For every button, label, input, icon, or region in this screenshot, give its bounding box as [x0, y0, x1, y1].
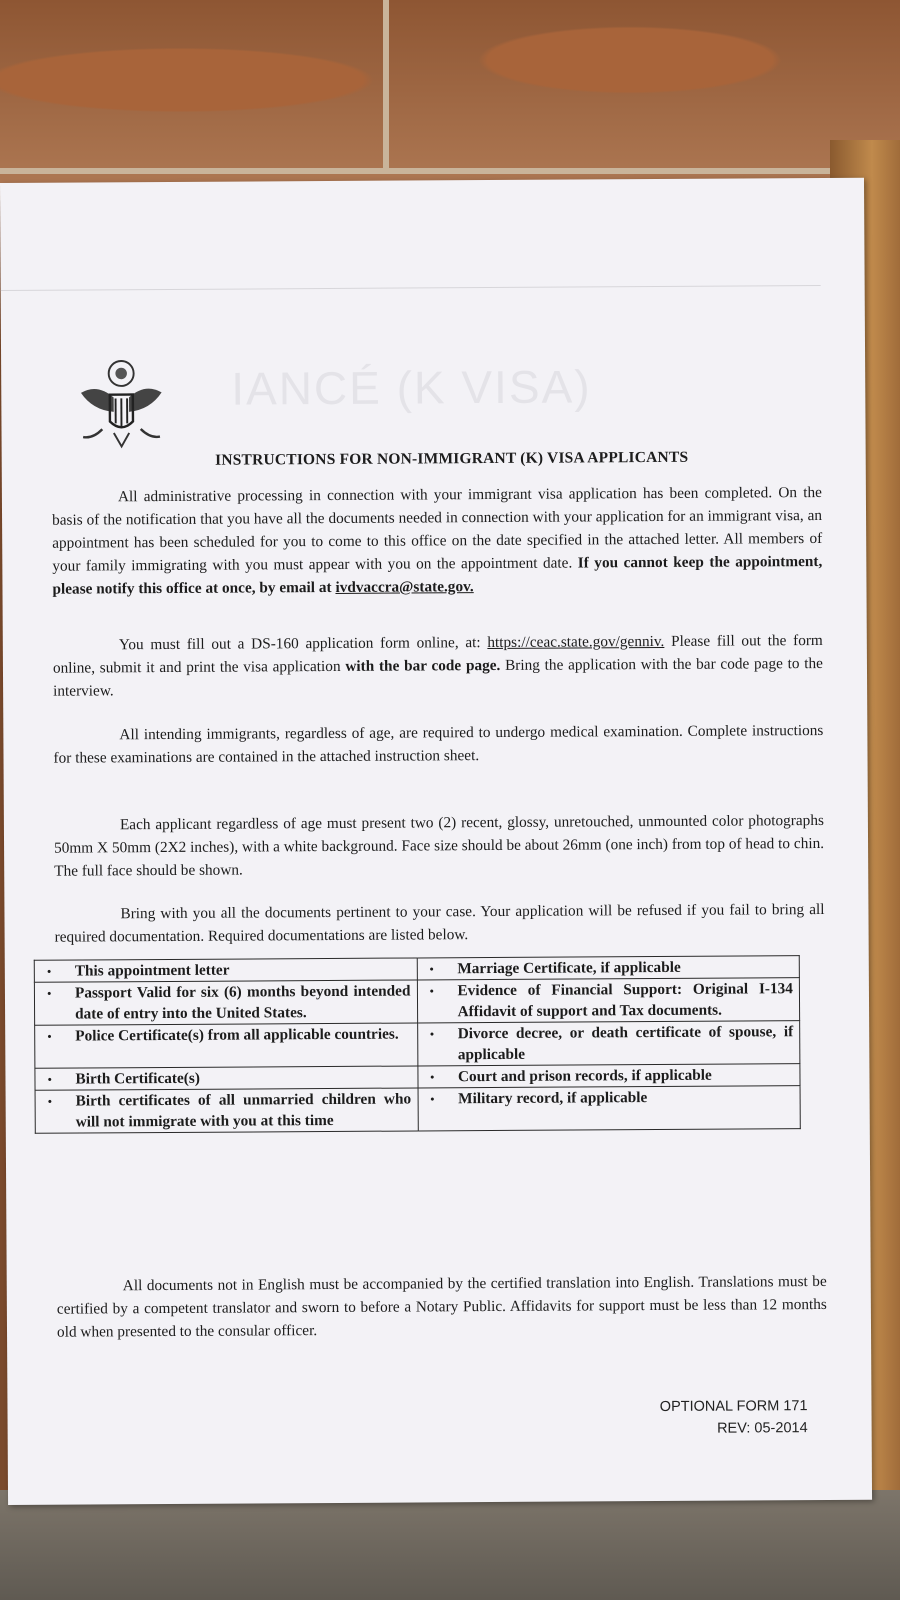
bullet-icon: •	[47, 1093, 53, 1109]
ceac-link[interactable]: https://ceac.state.gov/genniv.	[487, 632, 665, 652]
table-cell	[35, 1088, 418, 1133]
paragraph-medical	[53, 719, 823, 770]
requirement-item	[48, 1089, 412, 1133]
requirement-item	[430, 1021, 794, 1065]
table-cell	[417, 978, 800, 1023]
great-seal-icon	[73, 354, 170, 451]
paragraph-text: All intending immigrants, regardless of age, are required to undergo medical examination. Complete instructions for these examinations are contained in the attached instruction sheet.	[53, 721, 824, 767]
bullet-icon: •	[429, 983, 435, 999]
paragraph-documents	[54, 898, 824, 949]
table-cell	[35, 1023, 418, 1068]
table-row	[34, 978, 799, 1026]
paragraph-photographs	[54, 809, 824, 883]
bullet-icon: •	[46, 985, 52, 1001]
paragraph-bold: If you cannot keep the appointment, please notify this office at once, by email at	[52, 552, 823, 598]
table-row	[35, 1086, 800, 1134]
requirement-text: Marriage Certificate, if applicable	[457, 958, 681, 978]
requirement-text: Birth Certificate(s)	[75, 1069, 200, 1088]
requirement-text: Divorce decree, or death certificate of spouse, if applicable	[457, 1023, 794, 1064]
fold-line	[1, 285, 821, 291]
email-link[interactable]: ivdvaccra@state.gov.	[335, 578, 474, 596]
paragraph-ds160	[53, 629, 823, 703]
form-revision: REV: 05-2014	[717, 1420, 808, 1437]
bullet-icon: •	[47, 1028, 52, 1044]
requirement-text: Evidence of Financial Support: Original I-134 Affidavit of support and Tax documents.	[457, 980, 793, 1021]
requirement-item	[47, 959, 411, 982]
requirement-item	[47, 981, 411, 1025]
requirement-item	[429, 956, 793, 979]
paragraph-text: All administrative processing in connection with your immigrant visa application has been completed. On the basis of the notification that you have all the documents needed in connection with your application for an immigrant visa, an appointment has been scheduled for you to come to this office on the date specified in the attached letter. All members of your family immigrating with you must appear with you on the appointment date.	[52, 483, 823, 575]
tile-grout	[0, 168, 900, 174]
form-number: OPTIONAL FORM 171	[659, 1398, 808, 1415]
bullet-icon: •	[47, 1071, 53, 1087]
requirement-text: Police Certificate(s) from all applicable countries.	[75, 1025, 399, 1045]
paragraph-bold: with the bar code page.	[345, 656, 501, 675]
bullet-icon: •	[429, 961, 434, 977]
requirement-item	[429, 978, 793, 1022]
bullet-icon: •	[430, 1091, 435, 1107]
bullet-icon: •	[429, 1069, 435, 1085]
paragraph-text: You must fill out a DS-160 application form online, at:	[118, 634, 488, 654]
requirement-text: Court and prison records, if applicable	[457, 1066, 712, 1086]
table-cell	[417, 956, 800, 980]
table-cell	[418, 1086, 801, 1131]
document-page	[0, 178, 872, 1505]
requirement-text: Birth certificates of all unmarried children who will not immigrate with you at this time	[75, 1090, 412, 1131]
document-title: INSTRUCTIONS FOR NON-IMMIGRANT (K) VISA APPLICANTS	[215, 448, 689, 469]
paragraph-processing	[52, 481, 823, 601]
requirement-text: Military record, if applicable	[458, 1089, 648, 1108]
paragraph-translations	[57, 1270, 827, 1344]
paragraph-text: Each applicant regardless of age must present two (2) recent, glossy, unretouched, unmounted color photographs 50mm X 50mm (2X2 inches), with a white background. Face size should be about 26mm (one inch) from top of head to chin. The full face should be shown.	[54, 811, 825, 880]
requirement-item	[47, 1067, 411, 1090]
paragraph-text: All documents not in English must be accompanied by the certified translation into English. Translations must be certified by a competent translator and sworn to before a Notary Public. Affidavits for support must be less than 12 months old when presented to the consular officer.	[56, 1272, 827, 1341]
bullet-icon: •	[46, 963, 52, 979]
requirement-text: Passport Valid for six (6) months beyond intended date of entry into the United States.	[74, 982, 411, 1023]
paragraph-text: Bring with you all the documents pertinent to your case. Your application will be refused if you fail to bring all required documentation. Required documentations are listed below.	[54, 900, 825, 946]
form-number-block	[607, 1395, 807, 1440]
table-cell	[35, 1066, 418, 1090]
requirement-item	[47, 1024, 411, 1047]
tile-grout	[383, 0, 389, 170]
table-cell	[417, 1021, 800, 1066]
table-row	[35, 1021, 800, 1069]
paragraph-text: Bring the application with the bar code page to the interview.	[53, 654, 823, 700]
table-cell	[34, 958, 417, 982]
background-floor	[0, 1490, 900, 1600]
paragraph-text: Please fill out the form online, submit it and print the visa application	[52, 631, 823, 677]
requirements-table	[34, 955, 801, 1134]
bullet-icon: •	[429, 1026, 435, 1042]
requirement-item	[430, 1064, 794, 1087]
table-cell	[417, 1064, 800, 1088]
requirement-item	[430, 1086, 794, 1109]
requirement-text: This appointment letter	[74, 961, 230, 980]
bleed-through-text: IANCÉ (K VISA)	[231, 360, 592, 415]
table-cell	[34, 980, 417, 1025]
